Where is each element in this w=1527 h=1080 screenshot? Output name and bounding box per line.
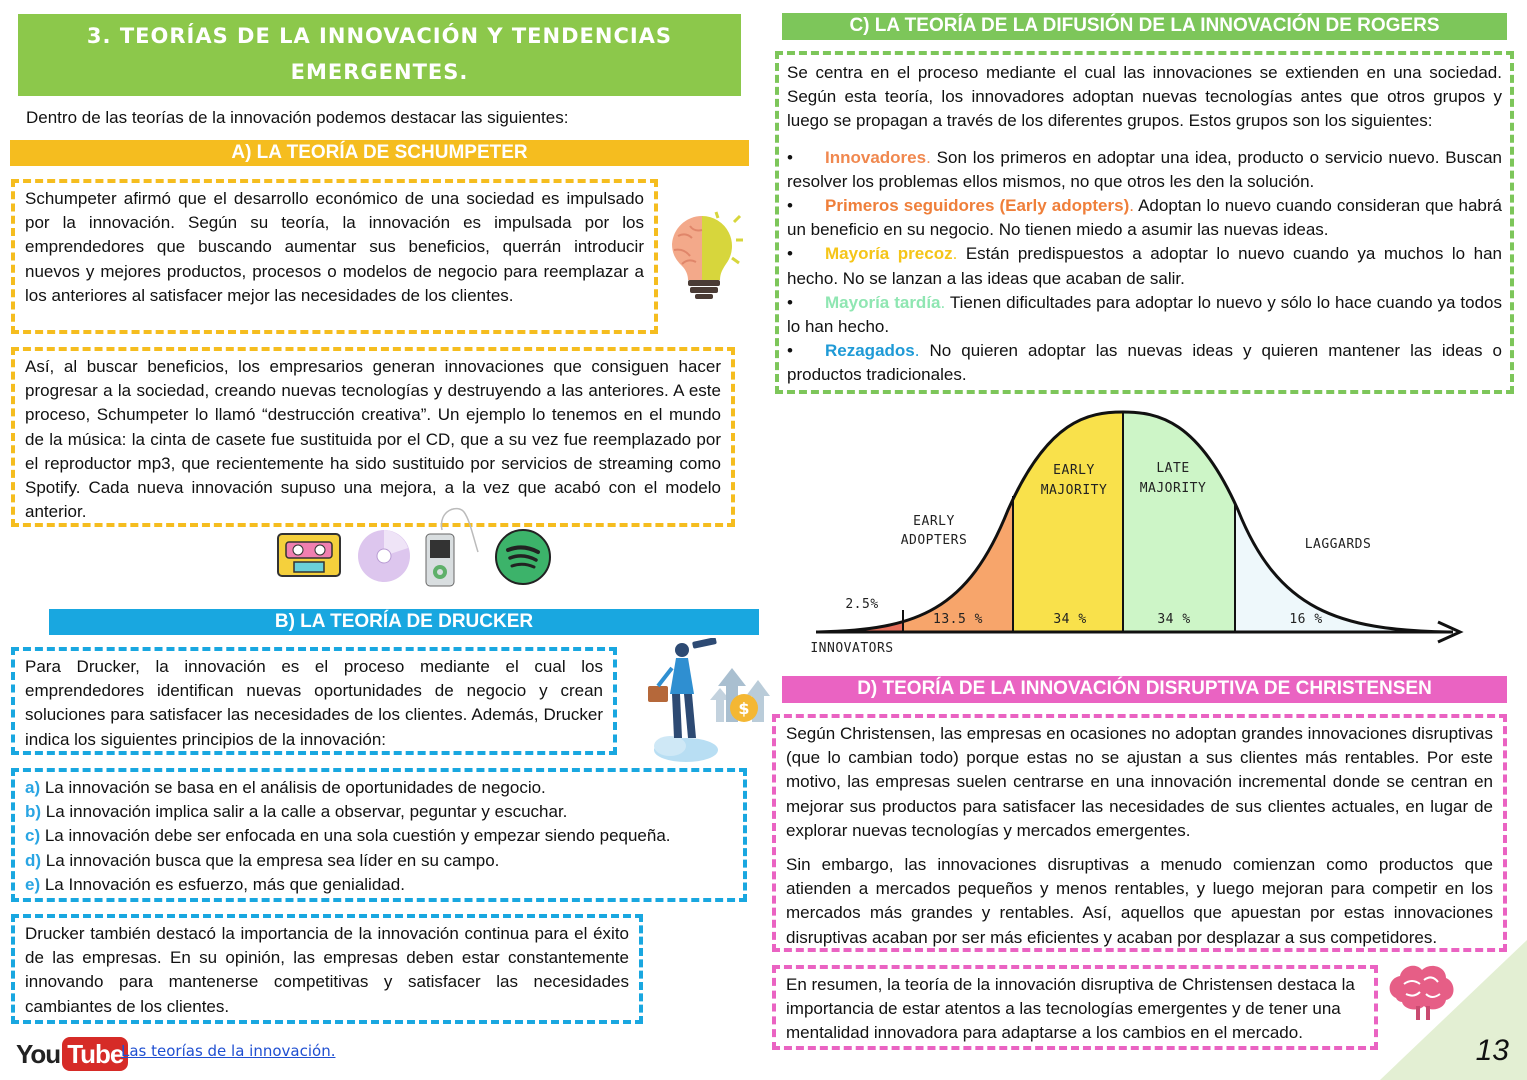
diffusion-curve-diagram bbox=[798, 400, 1468, 662]
drucker-paragraph-2: Drucker también destacó la importancia de la innovación continua para el éxito de las empresas. En su opinión, las empresas deben estar constantemente innovando para mantenerse competitivas y satisfacer las necesidades cambiantes de los clientes. bbox=[25, 924, 629, 1016]
businessman-telescope-icon bbox=[640, 638, 782, 766]
principle-item: c) La innovación debe ser enfocada en una sola cuestión y empezar siendo pequeña. bbox=[25, 826, 671, 846]
cd-icon bbox=[356, 528, 412, 584]
schumpeter-box-1 bbox=[11, 179, 658, 334]
intro-text: Dentro de las teorías de la innovación podemos destacar las siguientes: bbox=[26, 108, 569, 127]
christensen-paragraph-1: Según Christensen, las empresas en ocasiones no adoptan grandes innovaciones disruptivas (que lo cambian todo) porque estas no se ajustan a sus clientes más rentables. Por este motivo, las empresas suelen centrarse en una innovación incremental donde se centran en mejorar sus productos para satisfacer las necesidades de sus clientes actuales, en lugar de explorar nuevas tecnologías y mercados emergentes. bbox=[786, 724, 1493, 840]
page-title-line2: EMERGENTES. bbox=[290, 60, 469, 84]
label-laggards: LAGGARDS bbox=[1304, 537, 1372, 552]
label-early-adopters-1: EARLY bbox=[913, 514, 955, 529]
pct-early-majority: 34 % bbox=[1053, 612, 1087, 627]
drucker-box-1 bbox=[11, 647, 617, 755]
christensen-box-1 bbox=[772, 714, 1507, 952]
rogers-groups-list bbox=[787, 146, 1502, 388]
pct-early-adopters: 13.5 % bbox=[933, 612, 983, 627]
rogers-box bbox=[775, 51, 1514, 394]
youtube-logo-you: You bbox=[16, 1038, 61, 1069]
schumpeter-paragraph-1: Schumpeter afirmó que el desarrollo económico de una sociedad es impulsado por la innovación. Según su teoría, la innovación es impulsada por los emprendedores que buscando aumentar sus beneficios, querrán introducir nuevos y mejores productos, procesos o modelos de negocio para reemplazar a los anteriores al satisfacer mejor las necesidades de los clientes. bbox=[25, 189, 644, 305]
pct-late-majority: 34 % bbox=[1157, 612, 1191, 627]
christensen-paragraph-3: En resumen, la teoría de la innovación disruptiva de Christensen destaca la importancia de estar atentos a las tecnologías emergentes y de tener una mentalidad innovadora para adaptarse a los cambios en el mercado. bbox=[786, 975, 1355, 1043]
label-early-majority-2: MAJORITY bbox=[1040, 483, 1108, 498]
group-item-primeros-seguidores: • Primeros seguidores (Early adopters). Adoptan lo nuevo cuando consideran que habrá un beneficio en su negocio. No tienen miedo a asumir las nuevas ideas. bbox=[787, 196, 1502, 240]
principle-item: a) La innovación se basa en el análisis de oportunidades de negocio. bbox=[25, 778, 546, 797]
drucker-box-2 bbox=[11, 914, 643, 1024]
svg-text:$: $ bbox=[738, 699, 750, 718]
principle-item: d) La innovación busca que la empresa sea líder en su campo. bbox=[25, 850, 500, 870]
youtube-link[interactable]: Las teorías de la innovación. bbox=[121, 1042, 336, 1060]
label-late-majority-1: LATE bbox=[1156, 461, 1190, 476]
rogers-heading: C) LA TEORÍA DE LA DIFUSIÓN DE LA INNOVACIÓN DE ROGERS bbox=[782, 13, 1507, 40]
christensen-heading: D) TEORÍA DE LA INNOVACIÓN DISRUPTIVA DE CHRISTENSEN bbox=[782, 676, 1507, 703]
youtube-logo-tube: Tube bbox=[62, 1037, 128, 1071]
page-title bbox=[18, 14, 741, 96]
page-title-line1: 3. TEORÍAS DE LA INNOVACIÓN Y TENDENCIAS bbox=[86, 24, 673, 48]
group-item-mayoria-precoz: • Mayoría precoz. Están predispuestos a adoptar lo nuevo cuando ya muchos lo han hecho. No se lanzan a las ideas que acaban de salir. bbox=[787, 244, 1502, 288]
segment-laggards bbox=[1235, 400, 1465, 640]
mp3-player-icon bbox=[418, 500, 488, 590]
pct-laggards: 16 % bbox=[1289, 612, 1323, 627]
spotify-icon bbox=[494, 528, 552, 586]
rogers-intro: Se centra en el proceso mediante el cual las innovaciones se extienden en una sociedad. Según esta teoría, los innovadores adoptan nuevas tecnologías antes que otros grupos y luego se propagan a través de los diferentes grupos. Estos grupos son los siguientes: bbox=[787, 63, 1502, 131]
page-number: 13 bbox=[1475, 1034, 1509, 1067]
cassette-icon bbox=[276, 528, 342, 582]
christensen-paragraph-2: Sin embargo, las innovaciones disruptivas a menudo comienzan como productos que atienden a mercados pequeños y menos rentables, y luego mejoran para competir en los mercados más grandes y rentables. Así, aquellos que apuestan por estas innovaciones disruptivas acaban por ser más eficientes y acaban por desplazar a sus competidores. bbox=[786, 855, 1493, 947]
principle-item: e) La Innovación es esfuerzo, más que genialidad. bbox=[25, 874, 405, 894]
group-item-mayoria-tardia: • Mayoría tardía. Tienen dificultades para adoptar lo nuevo y sólo lo hace cuando ya todos lo han hecho. bbox=[787, 292, 1502, 337]
drucker-principles-box bbox=[11, 768, 747, 902]
schumpeter-heading: A) LA TEORÍA DE SCHUMPETER bbox=[10, 140, 749, 166]
label-late-majority-2: MAJORITY bbox=[1139, 481, 1207, 496]
label-innovators: INNOVATORS bbox=[810, 641, 894, 656]
drucker-principles-list bbox=[25, 776, 733, 897]
segment-early-majority bbox=[1013, 400, 1123, 640]
brain-icon bbox=[1384, 960, 1458, 1024]
label-early-adopters-2: ADOPTERS bbox=[900, 533, 968, 548]
label-early-majority-1: EARLY bbox=[1053, 463, 1095, 478]
pct-innovators: 2.5% bbox=[845, 597, 879, 612]
christensen-box-2 bbox=[772, 965, 1378, 1050]
group-item-innovadores: • Innovadores. Son los primeros en adoptar una idea, producto o servicio nuevo. Buscan resolver los problemas ellos mismos, no que otros les den la solución. bbox=[787, 147, 1502, 191]
segment-late-majority bbox=[1123, 400, 1235, 640]
group-item-rezagados: • Rezagados. No quieren adoptar las nuevas ideas y quieren mantener las ideas o productos tradicionales. bbox=[787, 341, 1502, 385]
youtube-logo[interactable] bbox=[16, 1036, 128, 1072]
drucker-heading: B) LA TEORÍA DE DRUCKER bbox=[49, 609, 759, 635]
brain-lightbulb-icon bbox=[660, 210, 744, 300]
schumpeter-paragraph-2: Así, al buscar beneficios, los empresarios generan innovaciones que consiguen hacer progresar a la sociedad, creando nuevas tecnologías y destruyendo a las anteriores. A este proceso, Schumpeter lo llamó “destrucción creativa”. Un ejemplo lo tenemos en el mundo de la música: la cinta de casete fue sustituida por el CD, que a su vez fue reemplazado por el reproductor mp3, que recientemente ha sido sustituido por servicios de streaming como Spotify. Cada nueva innovación supuso una mejora, a la vez que acabó con el modelo anterior. bbox=[25, 357, 721, 522]
principle-item: b) La innovación implica salir a la calle a observar, peguntar y escuchar. bbox=[25, 802, 568, 822]
schumpeter-box-2 bbox=[11, 347, 735, 527]
drucker-paragraph-1: Para Drucker, la innovación es el proceso mediante el cual los emprendedores identifican nuevas oportunidades de negocio y crean soluciones para satisfacer las necesidades de los clientes. Además, Drucker indica los siguientes principios de la innovación: bbox=[25, 657, 603, 749]
